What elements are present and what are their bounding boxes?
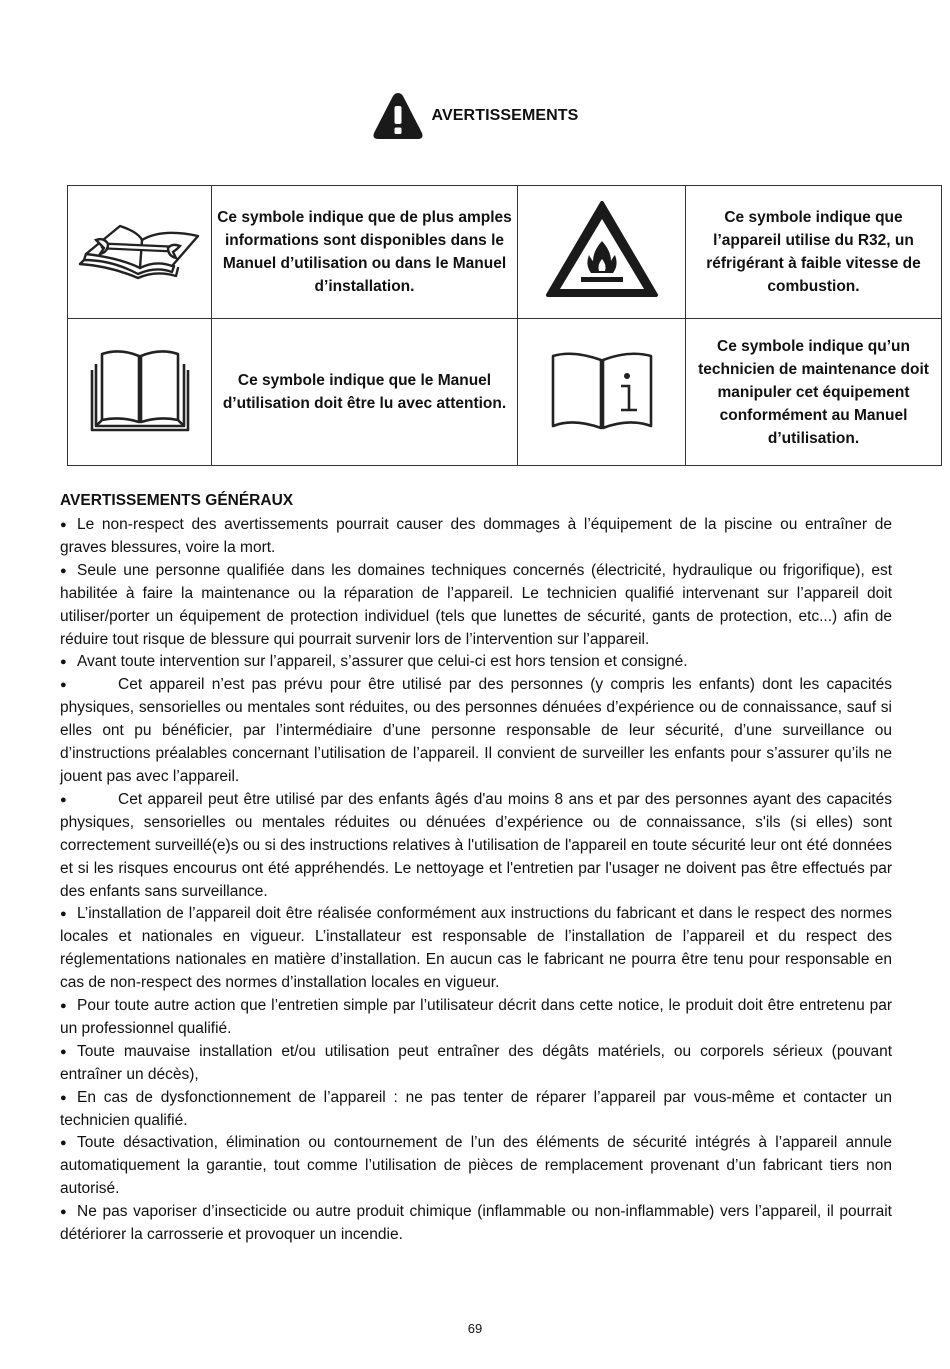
bullet-icon: ● xyxy=(60,519,67,531)
manual-wrench-icon xyxy=(76,216,204,282)
bullet-icon: ● xyxy=(60,679,67,692)
symbol-cell-book xyxy=(68,319,212,466)
bullet-icon: ● xyxy=(60,1091,67,1104)
bullet-icon: ● xyxy=(60,656,67,669)
list-item: ● L’installation de l’appareil doit être réalisée conformément aux instructions du fabricant et dans le respect des normes locales et nationales en vigueur. L’installateur est responsable de l’installation de l’appareil et du respect des réglementations nationales en matière d’installation. En aucun cas le fabricant ne pourra être tenu pour responsable en cas de non-respect des normes d’installation locales en vigueur. xyxy=(60,905,892,992)
list-item: ● En cas de dysfonctionnement de l’appareil : ne pas tenter de réparer l’appareil par vous-même et contacter un technicien qualifié. xyxy=(60,1088,892,1129)
list-item: ● Toute désactivation, élimination ou contournement de l’un des éléments de sécurité intégrés à l’appareil annule automatiquement la garantie, tout comme l’utilisation de pièces de remplacement provenant d’un fabricant tiers non autorisé. xyxy=(60,1134,892,1198)
symbol-text-info: Ce symbole indique qu’un technicien de maintenance doit manipuler cet équipement conformément au Manuel d’utilisation. xyxy=(686,319,942,466)
list-item: ● Avant toute intervention sur l’appareil, s’assurer que celui-ci est hors tension et consigné. xyxy=(60,651,892,674)
bullet-icon: ● xyxy=(60,1137,67,1150)
list-item: ● Ne pas vaporiser d’insecticide ou autre produit chimique (inflammable ou non-inflammable) vers l’appareil, il pourrait détériorer la carrosserie et provoquer un incendie. xyxy=(60,1203,892,1244)
bullet-icon: ● xyxy=(60,1206,67,1219)
bullet-icon: ● xyxy=(60,1000,67,1013)
bullet-icon: ● xyxy=(60,564,67,577)
list-item: ● Cet appareil peut être utilisé par des enfants âgés d'au moins 8 ans et par des personnes ayant des capacités physiques, sensorielles ou mentales réduites ou dénuées d’expérience ou de connaissance, s'ils (si elles) sont correctement surveillé(e)s ou si des instructions relatives à l'utilisation de l'appareil en toute sécurité leur ont été données et si les risques encourus ont été appréhendés. Le nettoyage et l'entretien par l'usager ne doivent pas être effectués par des enfants sans surveillance. xyxy=(60,790,892,900)
list-item: ● Toute mauvaise installation et/ou utilisation peut entraîner des dégâts matériels, ou corporels sérieux (pouvant entraîner un décès), xyxy=(60,1042,892,1083)
list-item: ● Pour toute autre action que l’entretien simple par l’utilisateur décrit dans cette notice, le produit doit être entretenu par un professionnel qualifié. xyxy=(60,997,892,1037)
warnings-list xyxy=(60,514,892,1247)
symbol-text-flammable: Ce symbole indique que l’appareil utilise du R32, un réfrigérant à faible vitesse de combustion. xyxy=(686,186,942,319)
page-title: AVERTISSEMENTS xyxy=(431,107,579,124)
book-info-icon xyxy=(551,348,653,430)
flammable-warning-icon xyxy=(545,199,659,299)
warning-triangle-icon xyxy=(372,91,424,141)
bullet-icon: ● xyxy=(60,1045,67,1058)
page-header xyxy=(0,91,950,141)
section-title: AVERTISSEMENTS GÉNÉRAUX xyxy=(60,492,294,509)
open-book-icon xyxy=(90,346,190,432)
symbols-table xyxy=(67,185,942,466)
symbol-text-manual: Ce symbole indique que de plus amples informations sont disponibles dans le Manuel d’utilisation ou dans le Manuel d’installation. xyxy=(212,186,518,319)
list-item: ● Cet appareil n’est pas prévu pour être utilisé par des personnes (y compris les enfants) dont les capacités physiques, sensorielles ou mentales sont réduites, ou des personnes dénuées d’expérience ou de connaissance, sauf si elles ont pu bénéficier, par l’intermédiaire d’une personne responsable de leur sécurité, d’une surveillance ou d’instructions préalables concernant l’utilisation de l’appareil. Il convient de surveiller les enfants pour s’assurer qu’ils ne jouent pas avec l’appareil. xyxy=(60,676,892,785)
bullet-icon: ● xyxy=(60,793,67,806)
symbol-text-book: Ce symbole indique que le Manuel d’utilisation doit être lu avec attention. xyxy=(212,319,518,466)
list-item: ● Seule une personne qualifiée dans les domaines techniques concernés (électricité, hydraulique ou frigorifique), est habilitée à faire la maintenance ou la réparation de l’appareil. Le technicien qualifié intervenant sur l’appareil doit utiliser/porter un équipement de protection individuel (tels que lunettes de sécurité, gants de protection, etc...) afin de réduire tout risque de blessure qui pourrait survenir lors de l’intervention sur l’appareil. xyxy=(60,561,892,648)
page-number: 69 xyxy=(467,1321,483,1336)
symbol-cell-info xyxy=(518,319,686,466)
bullet-icon: ● xyxy=(60,908,67,921)
symbol-cell-manual xyxy=(68,186,212,319)
symbol-cell-flammable xyxy=(518,186,686,319)
list-item: ● Le non-respect des avertissements pourrait causer des dommages à l’équipement de la piscine ou entraîner de graves blessures, voire la mort. xyxy=(60,516,892,556)
